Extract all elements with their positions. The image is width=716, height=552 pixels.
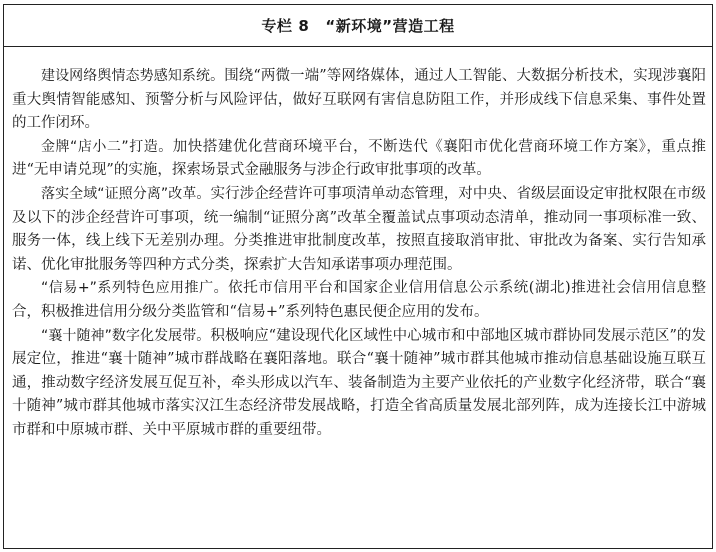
- paragraph-lead: “信易+”系列特色应用推广。: [41, 280, 229, 297]
- paragraph: [12, 277, 706, 324]
- paragraph-lead: 金牌“店小二”打造。: [41, 138, 173, 155]
- paragraph-body: 加快搭建优化营商环境平台，不断迭代《襄阳市优化营商环境工作方案》，重点推进“无申请兑现”的实施，探索场景式金融服务与涉企行政审批事项的改革。: [12, 138, 706, 179]
- paragraph-body: 围绕“两微一端”等网络媒体，通过人工智能、大数据分析技术，实现涉襄阳重大舆情智能感知、预警分析与风险评估，做好互联网有害信息防阻工作，并形成线下信息采集、事件处置的工作闭环。: [12, 68, 707, 132]
- paragraph-lead: “襄十随神”数字化发展带。: [41, 327, 211, 344]
- column-header: [4, 5, 712, 47]
- column-label: 专栏: [261, 17, 293, 35]
- column-box: [3, 4, 713, 549]
- paragraph: [12, 65, 706, 136]
- paragraph: [12, 325, 706, 443]
- paragraph: [12, 183, 706, 277]
- paragraph-body: 实行涉企经营许可事项清单动态管理，对中央、省级层面设定审批权限在市级及以下的涉企经营许可事项，统一编制“证照分离”改革全覆盖试点事项动态清单，推动同一事项标准一致、服务一体，线上线下无差别办理。分类推进审批制度改革，按照直接取消审批、审批改为备案、实行告知承诺、优化审批服务等四种方式分类，探索扩大告知承诺事项办理范围。: [12, 185, 706, 273]
- column-title: “新环境”营造工程: [325, 17, 455, 35]
- paragraph: [12, 136, 706, 183]
- column-number: 8: [298, 16, 310, 35]
- paragraph-lead: 建设网络舆情态势感知系统。: [41, 68, 225, 84]
- paragraph-body: 依托市信用平台和国家企业信用信息公示系统(湖北)推进社会信用信息整合，积极推进信用分级分类监管和“信易+”系列特色惠民便企应用的发布。: [12, 280, 706, 320]
- paragraph-body: 积极响应“建设现代化区域性中心城市和中部地区城市群协同发展示范区”的发展定位，推进“襄十随神”城市群战略在襄阳落地。联合“襄十随神”城市群其他城市推动信息基础设施互联互通，推动数字经济发展互促互补，牵头形成以汽车、装备制造为主要产业依托的产业数字化经济带，联合“襄十随神”城市群其他城市落实汉江生态经济带发展战略，打造全省高质量发展北部列阵，成为连接长江中游城市群和中原城市群、关中平原城市群的重要纽带。: [12, 327, 706, 438]
- column-content: [4, 47, 712, 443]
- paragraph-lead: 落实全域“证照分离”改革。: [41, 185, 211, 202]
